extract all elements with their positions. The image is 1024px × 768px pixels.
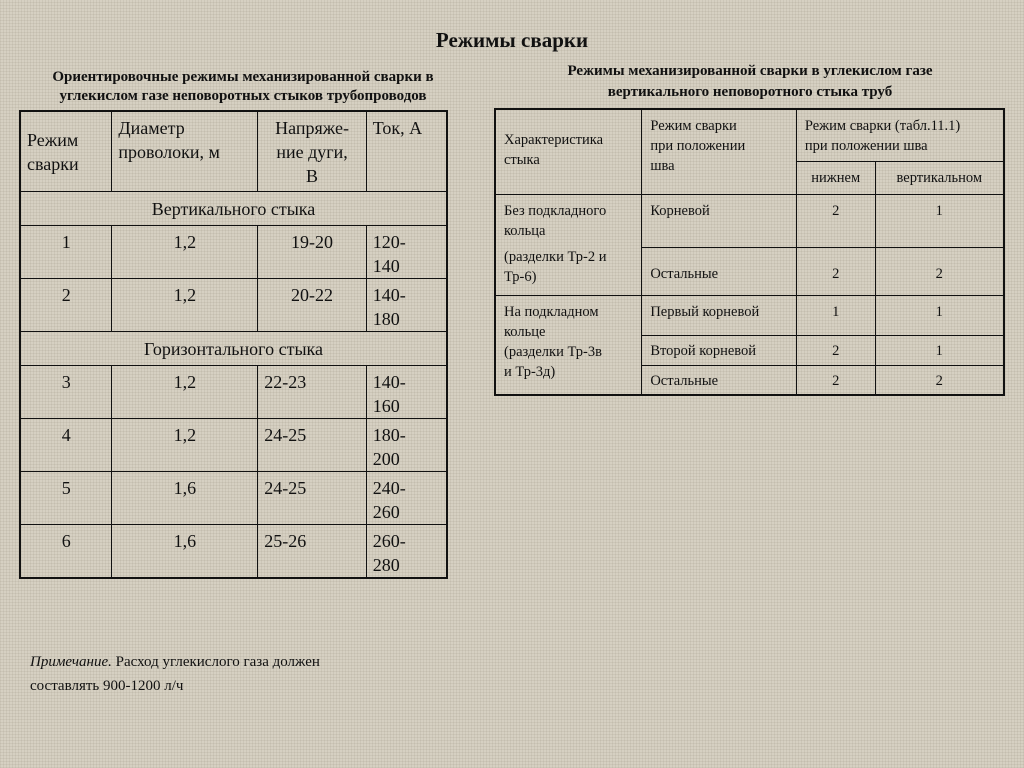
- header-diameter: Диаметр проволоки, м: [112, 111, 258, 192]
- cell-vertical: 2: [875, 365, 1004, 395]
- cell-vertical: 1: [875, 295, 1004, 335]
- header-lower: нижнем: [796, 161, 875, 194]
- header-voltage: Напряже- ние дуги, В: [258, 111, 367, 192]
- cell-seam: Корневой: [642, 194, 797, 247]
- cell-current: 120- 140: [366, 226, 447, 279]
- cell-seam: Остальные: [642, 365, 797, 395]
- cell-diameter: 1,2: [112, 366, 258, 419]
- cell-lower: 2: [796, 194, 875, 247]
- cell-mode: 6: [20, 525, 112, 579]
- cell-joint: Без подкладного кольца (разделки Тр-2 и Тр-6): [495, 194, 642, 295]
- cell-current: 180- 200: [366, 419, 447, 472]
- section-label: Горизонтального стыка: [20, 332, 447, 366]
- header-current: Ток, А: [366, 111, 447, 192]
- cell-lower: 2: [796, 365, 875, 395]
- cell-voltage: 24-25: [258, 472, 367, 525]
- cell-seam: Остальные: [642, 247, 797, 295]
- footnote-text-2: составлять 900-1200 л/ч: [30, 678, 184, 694]
- footnote-text: Расход углекислого газа должен: [115, 654, 320, 670]
- cell-voltage: 20-22: [258, 279, 367, 332]
- cell-joint: На подкладном кольце (разделки Тр-3в и Тр-3д): [495, 295, 642, 395]
- cell-current: 140- 160: [366, 366, 447, 419]
- table-row: [20, 366, 447, 419]
- cell-current: 240- 260: [366, 472, 447, 525]
- vertical-joint-modes-table: [494, 108, 1005, 396]
- cell-voltage: 24-25: [258, 419, 367, 472]
- left-table-caption: Ориентировочные режимы механизированной сварки в углекислом газе неповоротных стыков трубопроводов: [52, 69, 434, 104]
- cell-vertical: 1: [875, 194, 1004, 247]
- right-table-caption: Режимы механизированной сварки в углекислом газе вертикального неповоротного стыка труб: [567, 63, 933, 100]
- cell-lower: 1: [796, 295, 875, 335]
- cell-current: 260- 280: [366, 525, 447, 579]
- cell-voltage: 22-23: [258, 366, 367, 419]
- cell-diameter: 1,2: [112, 226, 258, 279]
- table-row: [20, 279, 447, 332]
- cell-diameter: 1,6: [112, 525, 258, 579]
- cell-vertical: 2: [875, 247, 1004, 295]
- cell-current: 140- 180: [366, 279, 447, 332]
- cell-seam: Второй корневой: [642, 335, 797, 365]
- section-row: [20, 192, 447, 226]
- section-row: [20, 332, 447, 366]
- cell-lower: 2: [796, 247, 875, 295]
- cell-mode: 5: [20, 472, 112, 525]
- cell-voltage: 19-20: [258, 226, 367, 279]
- table-row: [495, 194, 1004, 247]
- cell-diameter: 1,2: [112, 419, 258, 472]
- section-label: Вертикального стыка: [20, 192, 447, 226]
- header-joint: Характеристика стыка: [495, 109, 642, 194]
- cell-lower: 2: [796, 335, 875, 365]
- cell-seam: Первый корневой: [642, 295, 797, 335]
- table-header-row: [495, 109, 1004, 161]
- cell-mode: 3: [20, 366, 112, 419]
- header-mode: Режим сварки: [20, 111, 112, 192]
- cell-vertical: 1: [875, 335, 1004, 365]
- cell-mode: 1: [20, 226, 112, 279]
- page-title: Режимы сварки: [435, 28, 589, 52]
- header-vertical: вертикальном: [875, 161, 1004, 194]
- header-mode-position: Режим сварки при положении шва: [642, 109, 797, 194]
- cell-diameter: 1,2: [112, 279, 258, 332]
- footnote: [30, 650, 390, 698]
- table-row: [495, 295, 1004, 335]
- cell-diameter: 1,6: [112, 472, 258, 525]
- table-row: [20, 525, 447, 579]
- cell-voltage: 25-26: [258, 525, 367, 579]
- cell-mode: 4: [20, 419, 112, 472]
- table-row: [20, 472, 447, 525]
- footnote-label: Примечание.: [30, 654, 112, 670]
- table-row: [20, 419, 447, 472]
- table-header-row: [20, 111, 447, 192]
- welding-modes-table: [19, 110, 448, 579]
- header-mode-table: Режим сварки (табл.11.1) при положении шва: [796, 109, 1004, 161]
- cell-mode: 2: [20, 279, 112, 332]
- table-row: [20, 226, 447, 279]
